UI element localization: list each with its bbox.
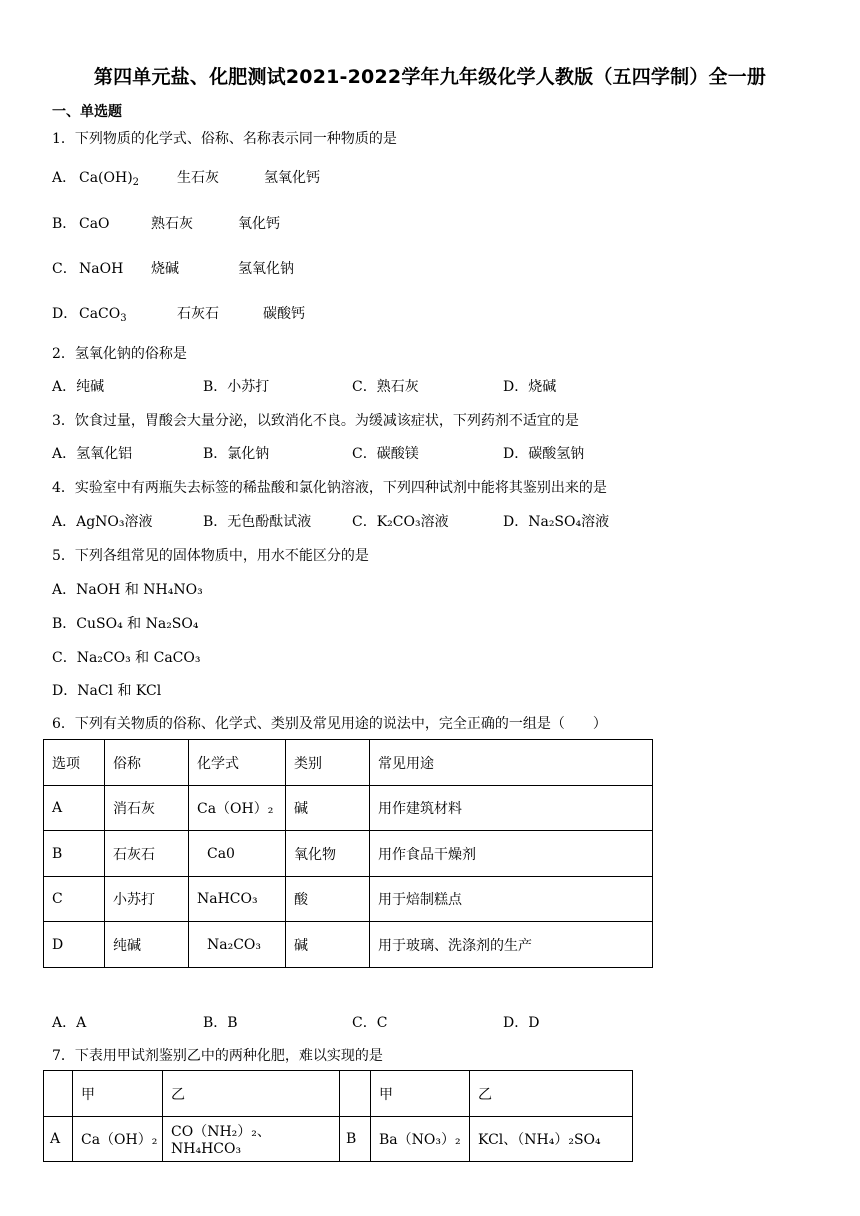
table-cell: A (44, 786, 105, 831)
chemical-name: 氢氧化钙 (264, 170, 320, 186)
table-cell: Ca0 (189, 831, 286, 877)
table-row (44, 786, 653, 831)
option-letter: A． (52, 170, 77, 186)
formula-subscript: 3 (120, 313, 127, 324)
question-5-option-b[interactable]: B．CuSO₄ 和 Na₂SO₄ (52, 616, 199, 632)
question-2-stem: 2．氢氧化钠的俗称是 (52, 346, 187, 362)
option-letter: D． (52, 306, 78, 322)
question-5-option-d[interactable]: D．NaCl 和 KCl (52, 683, 162, 699)
table-header-cell: 甲 (371, 1071, 470, 1117)
question-5-option-a[interactable]: A．NaOH 和 NH₄NO₃ (52, 582, 203, 598)
table-cell: 消石灰 (105, 786, 189, 831)
section-heading: 一、单选题 (52, 104, 122, 120)
question-1-option-b[interactable] (52, 213, 280, 233)
table-cell: Ca（OH）₂ (189, 786, 286, 831)
table-cell: Ba（NO₃）₂ (371, 1117, 470, 1162)
question-6-option-d[interactable]: D．D (503, 1015, 540, 1031)
table-header-cell: 化学式 (189, 740, 286, 786)
common-name: 烧碱 (151, 261, 179, 277)
table-header-row (44, 1071, 633, 1117)
table-cell: NaHCO₃ (189, 877, 286, 922)
table-cell: 小苏打 (105, 877, 189, 922)
question-6-option-b[interactable]: B．B (203, 1015, 238, 1031)
common-name: 生石灰 (177, 170, 219, 186)
table-cell: Ca（OH）₂ (73, 1117, 163, 1162)
question-4-stem: 4．实验室中有两瓶失去标签的稀盐酸和氯化钠溶液，下列四种试剂中能将其鉴别出来的是 (52, 480, 607, 496)
question-3-option-c[interactable]: C．碳酸镁 (352, 446, 419, 462)
question-1-option-a[interactable] (52, 167, 320, 187)
question-4-option-b[interactable]: B．无色酚酞试液 (203, 514, 312, 530)
option-letter: C． (52, 261, 77, 277)
table-header-row (44, 740, 653, 786)
table-header-cell: 俗称 (105, 740, 189, 786)
formula-text: NaOH (79, 261, 124, 277)
question-6-stem: 6．下列有关物质的俗称、化学式、类别及常见用途的说法中，完全正确的一组是（ ） (52, 716, 607, 732)
formula-text: CaO (79, 216, 110, 232)
table-header-cell: 选项 (44, 740, 105, 786)
table-cell: 纯碱 (105, 922, 189, 968)
table-header-cell: 类别 (286, 740, 370, 786)
table-cell: 酸 (286, 877, 370, 922)
table-cell: 石灰石 (105, 831, 189, 877)
question-7-table (43, 1070, 633, 1162)
table-row (44, 877, 653, 922)
common-name: 熟石灰 (151, 216, 193, 232)
common-name: 石灰石 (177, 306, 219, 322)
table-cell: KCl、（NH₄）₂SO₄ (470, 1117, 633, 1162)
question-3-option-a[interactable]: A．氢氧化铝 (52, 446, 133, 462)
table-row (44, 1117, 633, 1162)
table-cell: B (340, 1117, 371, 1162)
table-cell: B (44, 831, 105, 877)
table-cell: A (44, 1117, 73, 1162)
question-3-stem: 3．饮食过量，胃酸会大量分泌，以致消化不良。为缓减该症状，下列药剂不适宜的是 (52, 413, 579, 429)
table-cell: 用于玻璃、洗涤剂的生产 (370, 922, 653, 968)
table-header-cell: 甲 (73, 1071, 163, 1117)
table-header-cell: 常见用途 (370, 740, 653, 786)
chemical-formula (79, 306, 177, 322)
table-cell: 氧化物 (286, 831, 370, 877)
formula-text: Ca(OH) (79, 170, 133, 186)
option-letter: B． (52, 216, 77, 232)
question-4-option-a[interactable]: A．AgNO₃溶液 (52, 514, 153, 530)
table-header-cell: 乙 (470, 1071, 633, 1117)
question-6-option-c[interactable]: C．C (352, 1015, 388, 1031)
table-cell: D (44, 922, 105, 968)
question-2-option-d[interactable]: D．烧碱 (503, 379, 557, 395)
page-title: 第四单元盐、化肥测试2021-2022学年九年级化学人教版（五四学制）全一册 (93, 66, 767, 88)
table-header-cell (44, 1071, 73, 1117)
question-1-option-d[interactable] (52, 303, 305, 323)
chemical-formula (79, 261, 151, 277)
table-cell: 用于焙制糕点 (370, 877, 653, 922)
question-2-option-c[interactable]: C．熟石灰 (352, 379, 419, 395)
table-cell: CO（NH₂）₂、NH₄HCO₃ (163, 1117, 340, 1162)
question-3-option-b[interactable]: B．氯化钠 (203, 446, 270, 462)
chemical-name: 碳酸钙 (263, 306, 305, 322)
table-row (44, 922, 653, 968)
formula-subscript: 2 (132, 177, 140, 188)
formula-text: CaCO (79, 306, 121, 322)
question-6-option-a[interactable]: A．A (52, 1015, 87, 1031)
table-cell: 用作食品干燥剂 (370, 831, 653, 877)
question-7-stem: 7．下表用甲试剂鉴别乙中的两种化肥，难以实现的是 (52, 1048, 383, 1064)
question-1-stem: 1．下列物质的化学式、俗称、名称表示同一种物质的是 (52, 131, 397, 147)
question-2-option-b[interactable]: B．小苏打 (203, 379, 270, 395)
table-header-cell: 乙 (163, 1071, 340, 1117)
question-3-option-d[interactable]: D．碳酸氢钠 (503, 446, 585, 462)
table-row (44, 831, 653, 877)
question-6-table (43, 739, 653, 968)
table-cell: 碱 (286, 786, 370, 831)
table-cell: 用作建筑材料 (370, 786, 653, 831)
question-5-option-c[interactable]: C．Na₂CO₃ 和 CaCO₃ (52, 650, 201, 666)
chemical-formula (79, 170, 177, 186)
chemical-name: 氧化钙 (238, 216, 280, 232)
question-4-option-d[interactable]: D．Na₂SO₄溶液 (503, 514, 610, 530)
table-cell: 碱 (286, 922, 370, 968)
question-5-stem: 5．下列各组常见的固体物质中，用水不能区分的是 (52, 548, 369, 564)
chemical-formula (79, 216, 151, 232)
question-1-option-c[interactable] (52, 258, 294, 278)
chemical-name: 氢氧化钠 (238, 261, 294, 277)
question-4-option-c[interactable]: C．K₂CO₃溶液 (352, 514, 449, 530)
question-2-option-a[interactable]: A．纯碱 (52, 379, 105, 395)
table-header-cell (340, 1071, 371, 1117)
table-cell: Na₂CO₃ (189, 922, 286, 968)
table-cell: C (44, 877, 105, 922)
